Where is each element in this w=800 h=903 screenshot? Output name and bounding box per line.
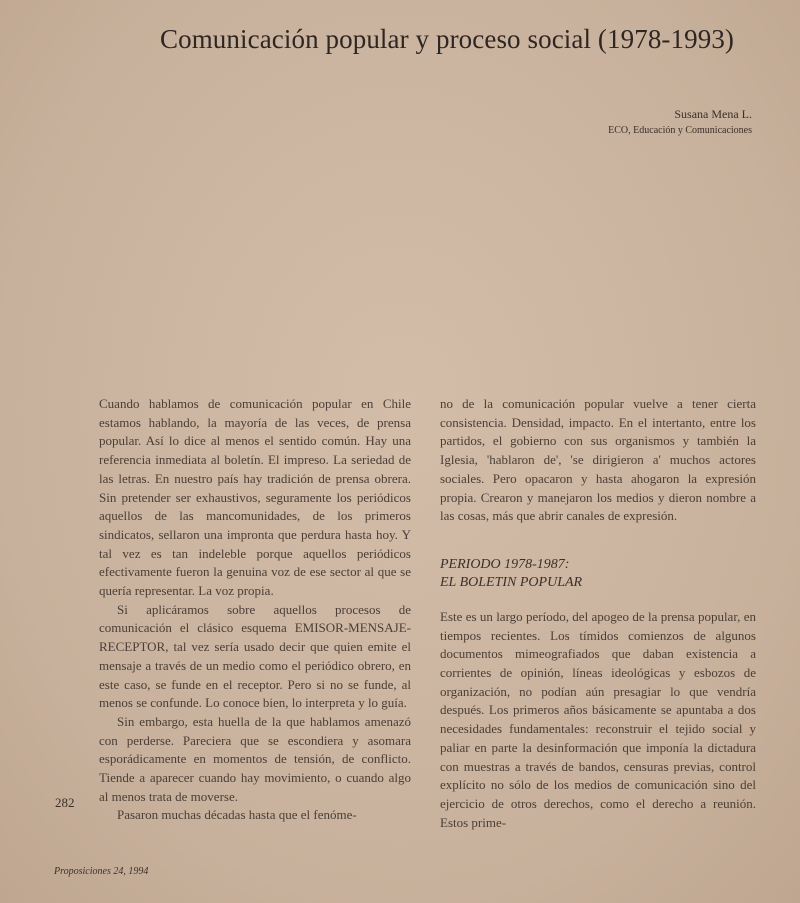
page-number: 282 <box>55 795 75 810</box>
section-heading <box>440 556 756 592</box>
author-name: Susana Mena L. <box>674 107 752 121</box>
left-column <box>99 395 411 825</box>
paragraph: Pasaron muchas décadas hasta que el fenóme- <box>117 807 357 823</box>
paragraph: Cuando hablamos de comunicación popular en Chile estamos hablando, la mayoría de las veces, de prensa popular. Así lo dice al menos el sentido común. Hay una referencia inmediata al boletín. El impreso. La seriedad de las letras. En nuestro país hay tradición de prensa obrera. Sin pretender ser exhaustivos, seguramente los periódicos aquellos de las mancomunidades, de los primeros sindicatos, sellaron una impronta que perdura hasta hoy. Y tal vez es tan indeleble porque aquellos periódicos efectivamente fueron la genuina voz de ese sector al que se quería representar. La voz propia. <box>99 396 411 599</box>
paragraph: Sin embargo, esta huella de la que hablamos amenazó con perderse. Pareciera que se escondiera y asomara esporádicamente en momentos de tensión, de conflicto. Tiende a aparecer cuando hay movimiento, o cuando algo al menos trata de moverse. <box>99 713 411 804</box>
author-affiliation: ECO, Educación y Comunicaciones <box>608 125 752 136</box>
right-column <box>440 395 756 832</box>
section-heading-line: EL BOLETIN POPULAR <box>440 574 583 590</box>
paragraph: Si aplicáramos sobre aquellos procesos de comunicación el clásico esquema EMISOR-MENSAJE-RECEPTOR, tal vez sería usado decir que quien emite el mensaje a través de un medio como el periódico obrero, en este caso, se funde en el receptor. Pero si no se funde, al menos se confunde. Lo conoce bien, lo interpreta y lo guía. <box>99 601 411 711</box>
paragraph: Este es un largo período, del apogeo de la prensa popular, en tiempos recientes. Los tímidos comienzos de algunos documentos mimeografiados que daban existencia a corrientes de opinión, líneas ideológicas y esbozos de organización, no podían aún presagiar lo que vendría después. Los primeros años básicamente se apuntaba a dos necesidades fundamentales: reconstruir el tejido social y paliar en parte la desinformación que imponía la dictadura con muestras a través de bandos, censuras previas, control explícito no sólo de los medios de comunicación sino del ejercicio de otros derechos, como el derecho a reunión. Estos prime- <box>440 608 756 830</box>
paragraph: no de la comunicación popular vuelve a tener cierta consistencia. Densidad, impacto. En el intertanto, entre los partidos, el gobierno con sus organismos y también la Iglesia, 'hablaron de', 'se dirigieron a' muchos actores sociales. Pero opacaron y hasta ahogaron la expresión propia. Crearon y manejaron los medios y dieron nombre a las cosas, más que abrir canales de expresión. <box>440 396 756 524</box>
article-title: Comunicación popular y proceso social (1978-1993) <box>160 24 735 54</box>
section-heading-line: PERIODO 1978-1987: <box>440 556 570 572</box>
footer-citation: Proposiciones 24, 1994 <box>54 866 149 877</box>
